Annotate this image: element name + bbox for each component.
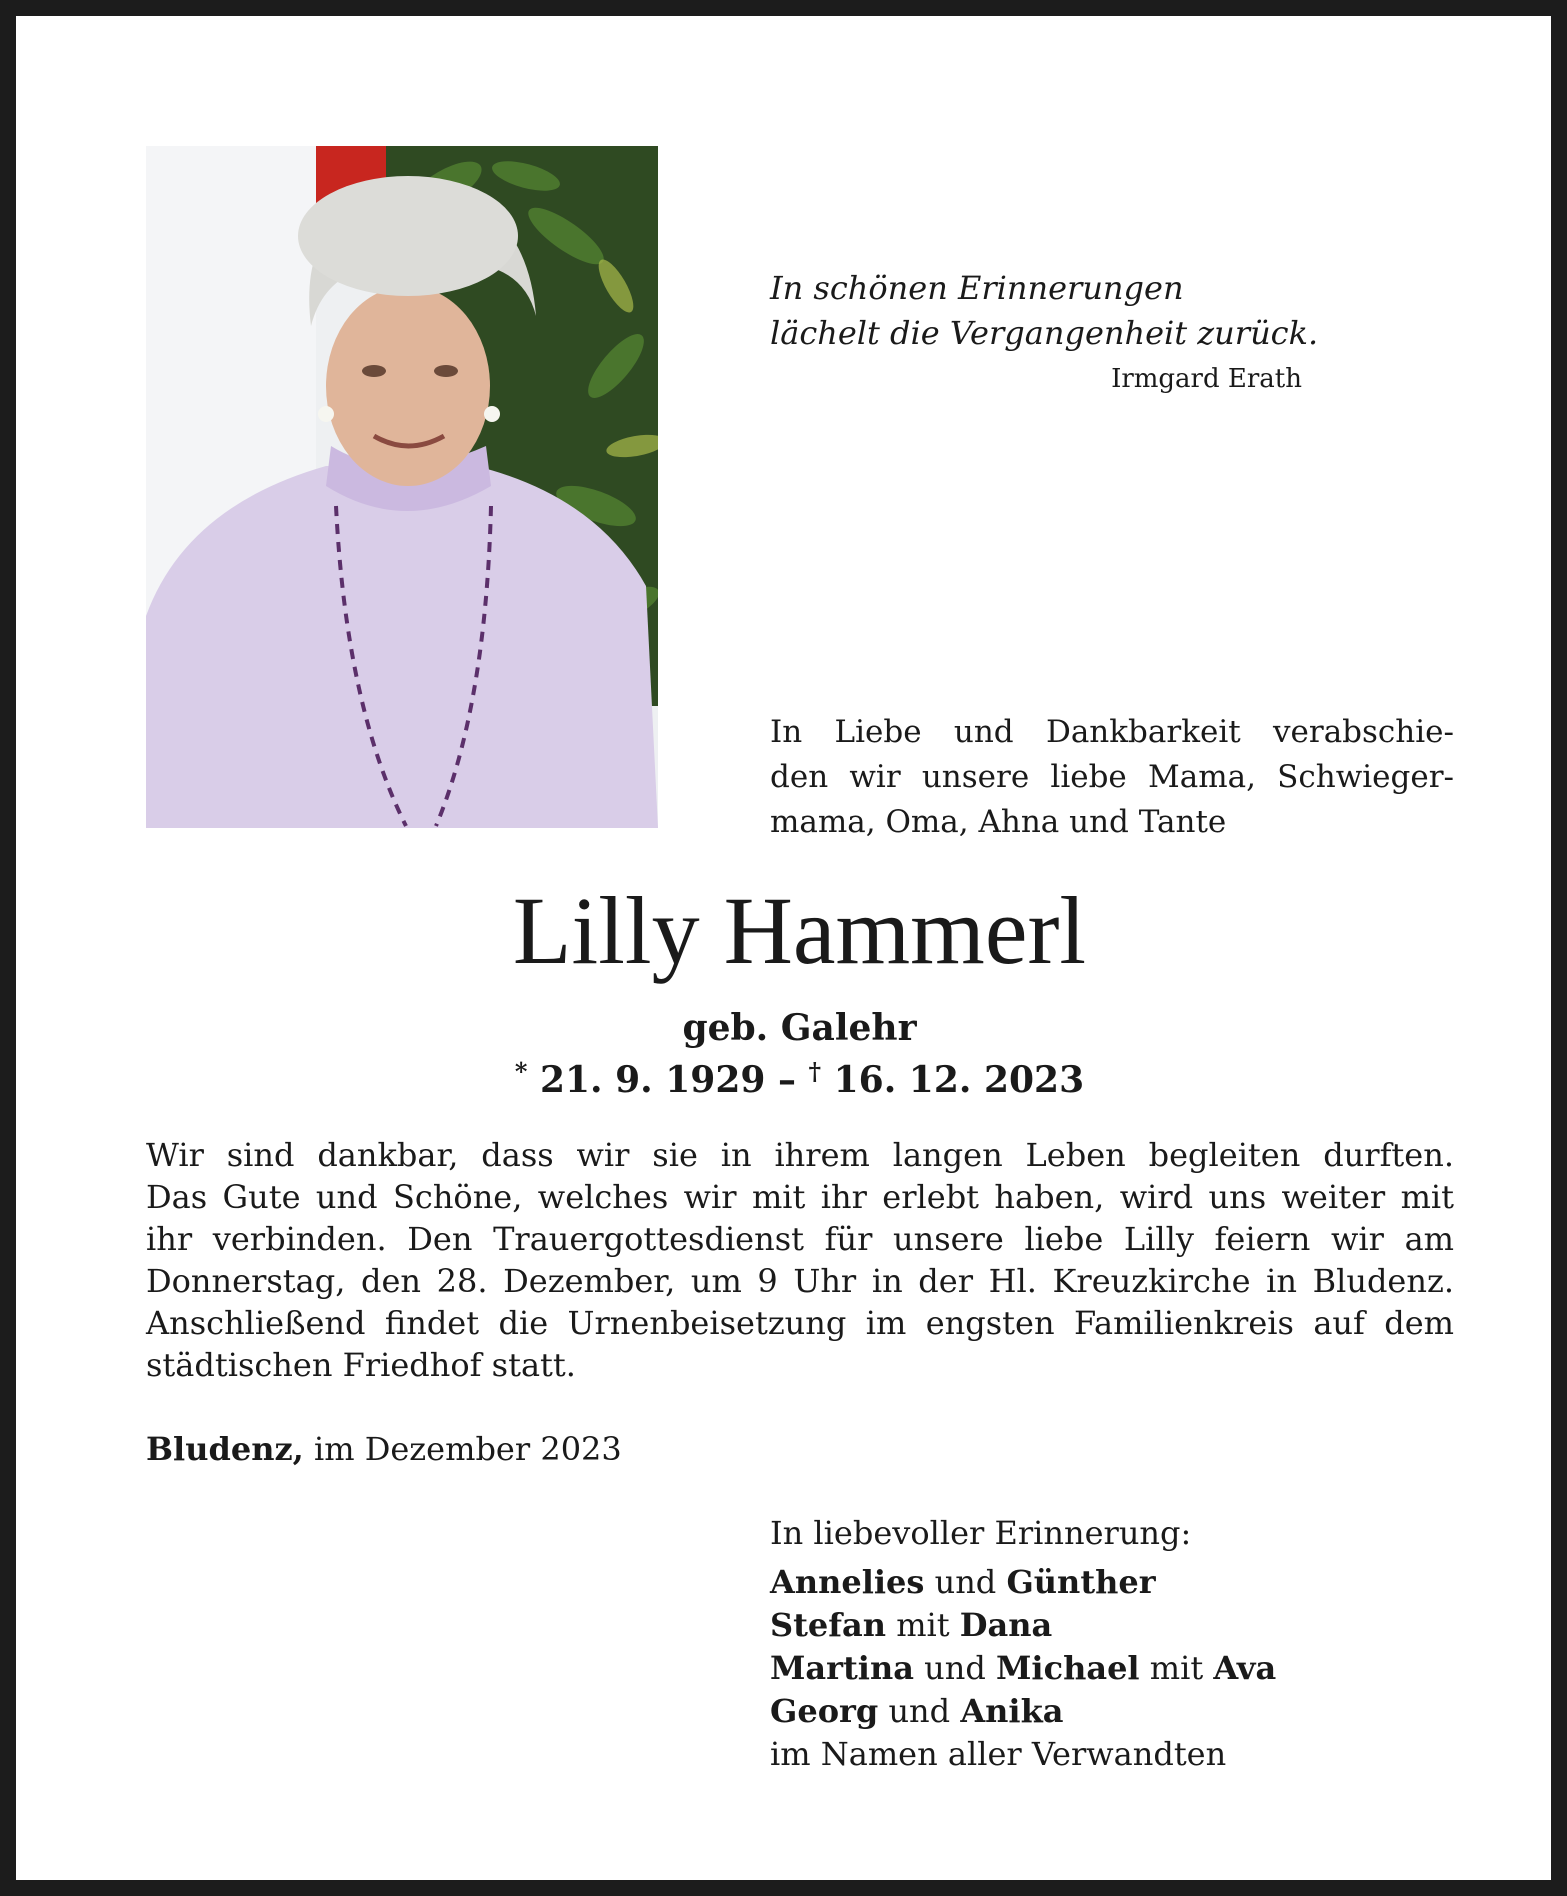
relative-name: Ava <box>1213 1649 1277 1687</box>
quote-block <box>770 266 1330 394</box>
relative-name: Martina <box>770 1649 914 1687</box>
body-line: Wir sind dankbar, dass wir sie in ihrem langen Leben begleiten durften. <box>146 1136 1454 1174</box>
quote-line: In schönen Erinnerungen <box>770 269 1184 307</box>
signature-closing: im Namen aller Verwandten <box>770 1735 1227 1773</box>
signature-row <box>770 1647 1470 1690</box>
maiden-name: geb. Galehr <box>682 1007 917 1049</box>
signature-names <box>770 1561 1470 1733</box>
body-line: ihr verbinden. Den Trauergottesdienst für unsere liebe Lilly feiern wir am <box>146 1220 1454 1258</box>
connector-word: mit <box>886 1606 960 1644</box>
relative-name: Michael <box>996 1649 1140 1687</box>
life-dates <box>16 1050 1567 1102</box>
relative-name: Günther <box>1006 1563 1156 1601</box>
relative-name: Dana <box>959 1606 1053 1644</box>
body-line: städtischen Friedhof statt. <box>146 1346 576 1384</box>
portrait-photo <box>146 146 658 828</box>
relative-name: Georg <box>770 1692 879 1730</box>
relative-name: Anika <box>960 1692 1064 1730</box>
place: Bludenz, <box>146 1430 304 1468</box>
date: im Dezember 2023 <box>313 1430 622 1468</box>
quote-author: Irmgard Erath <box>1111 364 1302 394</box>
date-separator: – <box>777 1059 796 1101</box>
quote-line: lächelt die Vergangenheit zurück. <box>770 314 1319 352</box>
relative-name: Annelies <box>770 1563 925 1601</box>
connector-word: und <box>878 1692 961 1730</box>
signature-row <box>770 1604 1470 1647</box>
portrait-icon <box>146 146 658 828</box>
death-mark: † <box>808 1057 822 1086</box>
body-line: Donnerstag, den 28. Dezember, um 9 Uhr in der Hl. Kreuzkirche in Bludenz. <box>146 1262 1454 1300</box>
birth-mark: * <box>514 1057 528 1086</box>
intro-text <box>770 710 1454 845</box>
intro-line: mama, Oma, Ahna und Tante <box>770 804 1227 840</box>
connector-word: mit <box>1139 1649 1214 1687</box>
death-date: 16. 12. 2023 <box>833 1059 1085 1101</box>
place-date <box>146 1428 622 1470</box>
relative-name: Stefan <box>770 1606 887 1644</box>
body-line: Anschließend findet die Urnenbeisetzung im engsten Familienkreis auf dem <box>146 1304 1454 1342</box>
body-text <box>146 1134 1454 1386</box>
connector-word: und <box>924 1563 1007 1601</box>
signature-block <box>770 1512 1470 1776</box>
signature-row <box>770 1690 1470 1733</box>
signature-intro: In liebevoller Erinnerung: <box>770 1514 1192 1552</box>
signature-row <box>770 1561 1470 1604</box>
birth-date: 21. 9. 1929 <box>539 1059 766 1101</box>
body-line: Das Gute und Schöne, welches wir mit ihr erlebt haben, wird uns weiter mit <box>146 1178 1454 1216</box>
connector-word: und <box>913 1649 996 1687</box>
intro-line: In Liebe und Dankbarkeit verabschie- <box>770 714 1454 750</box>
intro-line: den wir unsere liebe Mama, Schwieger- <box>770 759 1454 795</box>
deceased-name: Lilly Hammerl <box>512 877 1087 984</box>
